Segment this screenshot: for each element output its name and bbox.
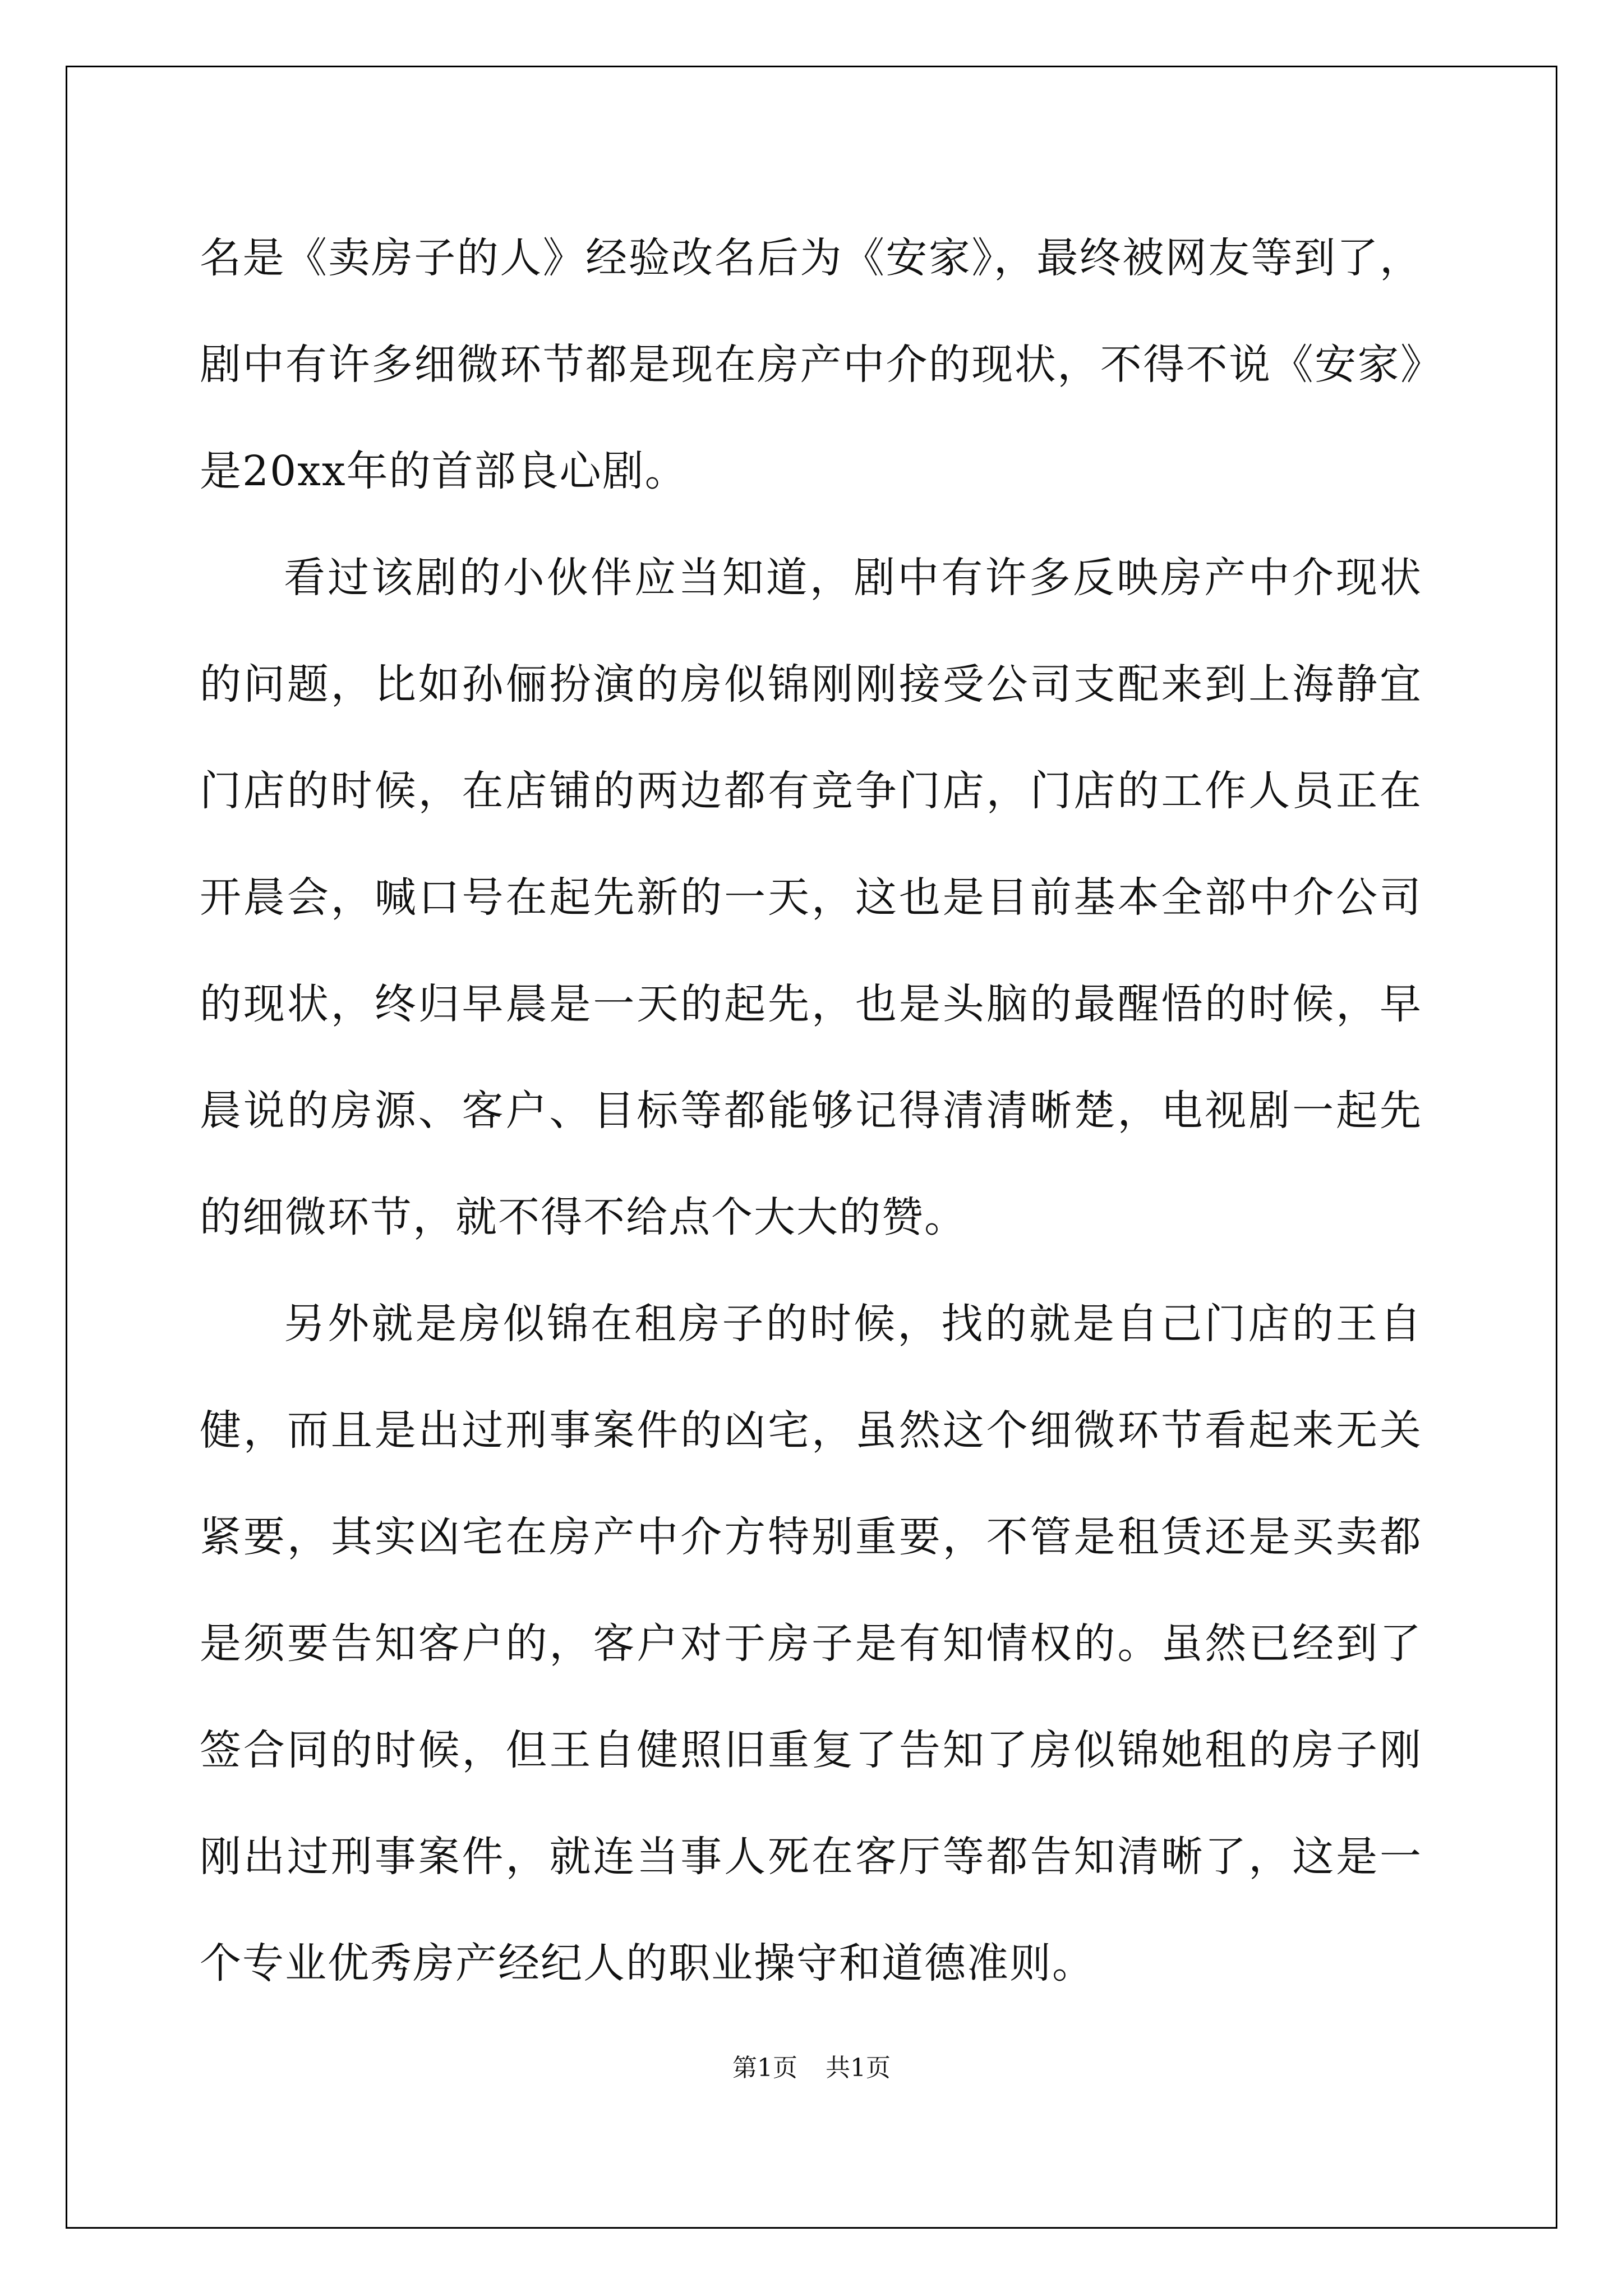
document-body: [200, 205, 1422, 2017]
page-number-current: 第1页: [732, 2054, 797, 2082]
page-footer: [0, 2047, 1623, 2083]
paragraph-3: 另外就是房似锦在租房子的时候，找的就是自己门店的王自健，而且是出过刑事案件的凶宅，虽然这个细微环节看起来无关紧要，其实凶宅在房产中介方特别重要，不管是租赁还是买卖都是须要告知客户的，客户对于房子是有知情权的。虽然已经到了签合同的时候，但王自健照旧重复了告知了房似锦她租的房子刚刚出过刑事案件，就连当事人死在客厅等都告知清晰了，这是一个专业优秀房产经纪人的职业操守和道德准则。: [200, 1300, 1422, 1987]
paragraph-1: 名是《卖房子的人》经验改名后为《安家》，最终被网友等到了，剧中有许多细微环节都是现在房产中介的现状，不得不说《安家》是20xx年的首部良心剧。: [200, 234, 1422, 495]
paragraph-2: 看过该剧的小伙伴应当知道，剧中有许多反映房产中介现状的问题，比如孙俪扮演的房似锦刚刚接受公司支配来到上海静宜门店的时候，在店铺的两边都有竞争门店，门店的工作人员正在开晨会，喊口号在起先新的一天，这也是目前基本全部中介公司的现状，终归早晨是一天的起先，也是头脑的最醒悟的时候，早晨说的房源、客户、目标等都能够记得清清晰楚，电视剧一起先的细微环节，就不得不给点个大大的赞。: [200, 554, 1422, 1241]
page-number-total: 共1页: [826, 2054, 891, 2082]
